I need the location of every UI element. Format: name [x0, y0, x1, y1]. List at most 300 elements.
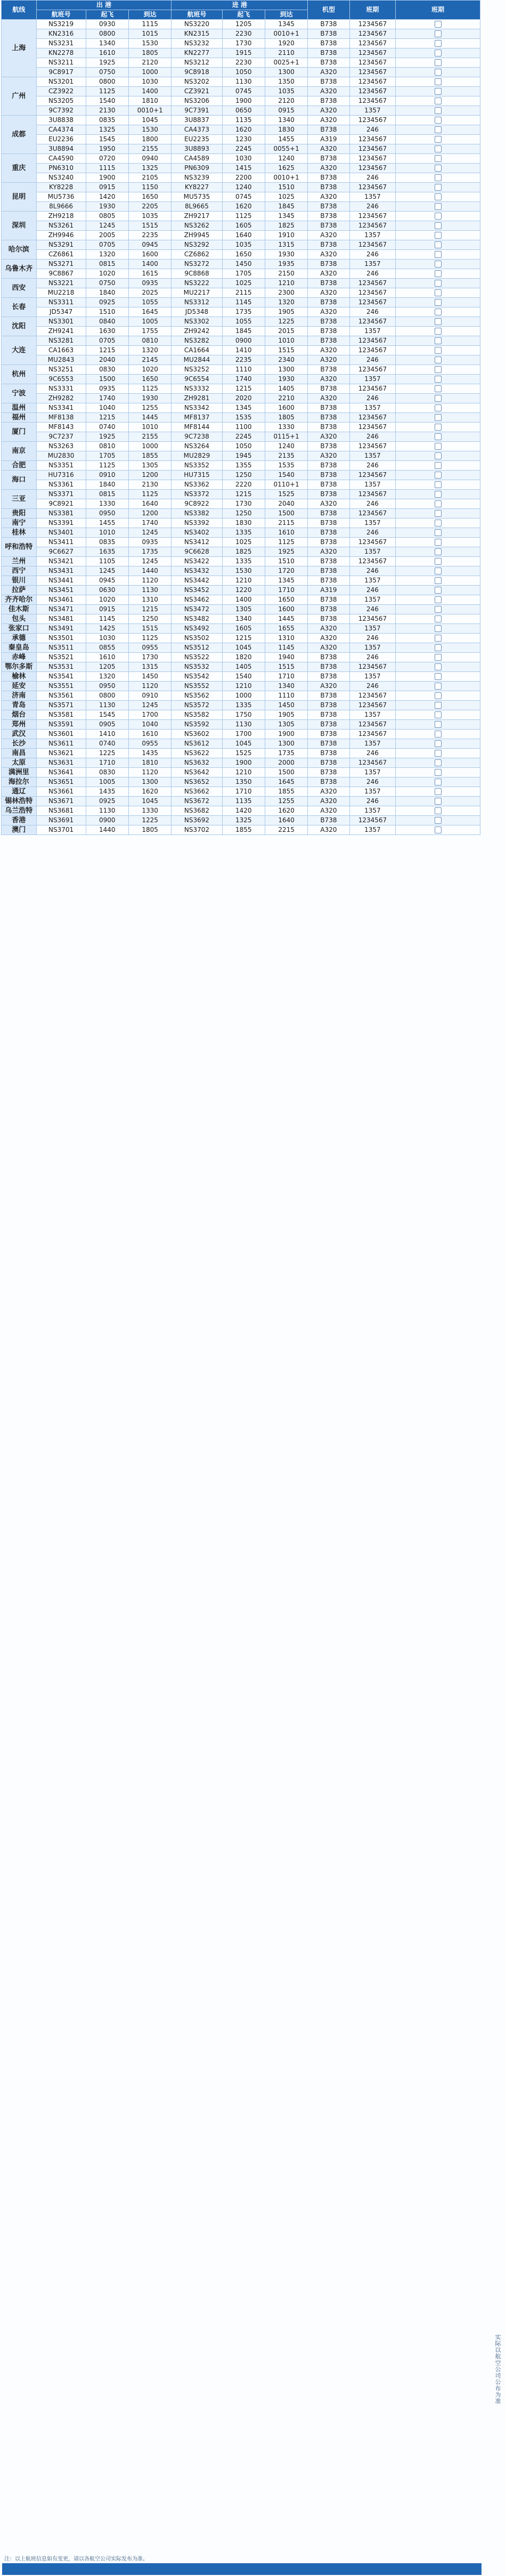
out-flight-no: NS3591 — [36, 720, 86, 730]
in-depart: 1130 — [222, 720, 265, 730]
out-depart: 0815 — [86, 490, 128, 499]
in-arrive: 1900 — [265, 730, 307, 739]
checkbox-icon — [435, 587, 442, 594]
aircraft-type: B738 — [308, 202, 349, 212]
in-flight-no: NS3342 — [172, 403, 222, 413]
route-city: 呼和浩特 — [2, 538, 37, 557]
in-flight-no: NS3652 — [172, 777, 222, 787]
schedule-days: 1234567 — [349, 758, 396, 768]
out-depart: 1740 — [86, 394, 128, 403]
days-cell — [396, 317, 480, 327]
out-arrive: 1310 — [129, 595, 172, 605]
checkbox-icon — [435, 500, 442, 507]
schedule-days: 1234567 — [349, 240, 396, 250]
aircraft-type: B738 — [308, 595, 349, 605]
out-depart: 1020 — [86, 269, 128, 279]
in-flight-no: CZ3921 — [172, 87, 222, 96]
checkbox-icon — [435, 548, 442, 555]
in-depart: 2230 — [222, 29, 265, 39]
checkbox-icon — [435, 203, 442, 210]
checkbox-icon — [435, 98, 442, 104]
in-flight-no: NS3562 — [172, 691, 222, 701]
out-arrive: 0940 — [129, 154, 172, 164]
aircraft-type: B738 — [308, 557, 349, 566]
header-inbound: 进 港 — [172, 1, 308, 10]
schedule-days: 1234567 — [349, 144, 396, 154]
in-flight-no: MU2829 — [172, 451, 222, 461]
in-arrive: 1300 — [265, 68, 307, 77]
checkbox-icon — [435, 711, 442, 718]
in-arrive: 1525 — [265, 490, 307, 499]
route-city: 赤峰 — [2, 653, 37, 662]
route-city: 香港 — [2, 816, 37, 825]
in-flight-no: NS3692 — [172, 816, 222, 825]
out-depart: 1105 — [86, 557, 128, 566]
out-arrive: 1245 — [129, 701, 172, 710]
table-row — [2, 787, 480, 797]
out-flight-no: MF8143 — [36, 423, 86, 432]
aircraft-type: B738 — [308, 336, 349, 346]
aircraft-type: B738 — [308, 566, 349, 576]
in-depart: 1830 — [222, 519, 265, 528]
days-cell — [396, 768, 480, 777]
in-flight-no: NS3532 — [172, 662, 222, 672]
checkbox-icon — [435, 366, 442, 373]
out-arrive: 1250 — [129, 614, 172, 624]
table-row — [2, 432, 480, 442]
aircraft-type: A320 — [308, 87, 349, 96]
out-depart: 0915 — [86, 183, 128, 192]
aircraft-type: B738 — [308, 461, 349, 471]
table-row — [2, 499, 480, 509]
checkbox-icon — [435, 827, 442, 833]
out-depart: 0810 — [86, 442, 128, 451]
out-depart: 1215 — [86, 413, 128, 423]
route-city: 成都 — [2, 116, 37, 154]
in-depart: 1855 — [222, 825, 265, 835]
in-depart: 1740 — [222, 375, 265, 384]
schedule-days: 1357 — [349, 672, 396, 682]
route-city: 南京 — [2, 442, 37, 461]
out-depart: 0705 — [86, 240, 128, 250]
out-depart: 1030 — [86, 634, 128, 643]
out-flight-no: NS3371 — [36, 490, 86, 499]
schedule-days: 1234567 — [349, 135, 396, 144]
checkbox-icon — [435, 69, 442, 76]
aircraft-type: A320 — [308, 144, 349, 154]
in-flight-no: NS3522 — [172, 653, 222, 662]
out-depart: 1020 — [86, 595, 128, 605]
route-city: 乌鲁木齐 — [2, 260, 37, 279]
checkbox-icon — [435, 779, 442, 785]
out-arrive: 1200 — [129, 509, 172, 519]
in-depart: 1420 — [222, 806, 265, 816]
in-arrive: 1500 — [265, 768, 307, 777]
out-arrive: 1440 — [129, 566, 172, 576]
route-city: 哈尔滨 — [2, 240, 37, 260]
aircraft-type: B738 — [308, 490, 349, 499]
out-flight-no: NS3681 — [36, 806, 86, 816]
in-arrive: 1925 — [265, 547, 307, 557]
aircraft-type: B738 — [308, 212, 349, 221]
out-arrive: 1755 — [129, 327, 172, 336]
checkbox-icon — [435, 328, 442, 335]
days-cell — [396, 634, 480, 643]
route-city: 齐齐哈尔 — [2, 595, 37, 605]
in-arrive: 1110 — [265, 691, 307, 701]
out-flight-no: NS3601 — [36, 730, 86, 739]
in-flight-no: NS3232 — [172, 39, 222, 48]
schedule-days: 1234567 — [349, 154, 396, 164]
days-cell — [396, 106, 480, 116]
aircraft-type: B738 — [308, 173, 349, 183]
days-cell — [396, 288, 480, 298]
in-arrive: 1300 — [265, 739, 307, 749]
in-depart: 1750 — [222, 710, 265, 720]
schedule-days: 246 — [349, 797, 396, 806]
out-arrive: 1515 — [129, 221, 172, 231]
out-flight-no: NS3481 — [36, 614, 86, 624]
route-city: 银川 — [2, 576, 37, 586]
route-city: 福州 — [2, 413, 37, 423]
aircraft-type: B738 — [308, 710, 349, 720]
out-depart: 1040 — [86, 403, 128, 413]
out-arrive: 1320 — [129, 346, 172, 355]
table-row — [2, 355, 480, 365]
aircraft-type: B738 — [308, 29, 349, 39]
in-flight-no: NS3252 — [172, 365, 222, 375]
checkbox-icon — [435, 309, 442, 315]
checkbox-icon — [435, 289, 442, 296]
in-arrive: 1035 — [265, 87, 307, 96]
out-flight-no: CZ3922 — [36, 87, 86, 96]
in-depart: 1415 — [222, 164, 265, 173]
in-depart: 1125 — [222, 212, 265, 221]
route-city: 兰州 — [2, 557, 37, 566]
checkbox-icon — [435, 299, 442, 306]
route-city: 张家口 — [2, 624, 37, 634]
out-flight-no: MU2218 — [36, 288, 86, 298]
header-flight-no: 航班号 — [36, 10, 86, 20]
aircraft-type: B738 — [308, 384, 349, 394]
out-depart: 1630 — [86, 327, 128, 336]
in-arrive: 1540 — [265, 471, 307, 480]
days-cell — [396, 720, 480, 730]
in-arrive: 0055+1 — [265, 144, 307, 154]
days-cell — [396, 192, 480, 202]
in-arrive: 1535 — [265, 461, 307, 471]
table-row — [2, 183, 480, 192]
out-depart: 1320 — [86, 672, 128, 682]
out-flight-no: 9C6553 — [36, 375, 86, 384]
in-depart: 1110 — [222, 365, 265, 375]
out-depart: 0830 — [86, 768, 128, 777]
schedule-days: 1357 — [349, 375, 396, 384]
in-flight-no: NS3632 — [172, 758, 222, 768]
schedule-days: 1357 — [349, 643, 396, 653]
days-cell — [396, 173, 480, 183]
days-cell — [396, 672, 480, 682]
checkbox-icon — [435, 251, 442, 258]
in-arrive: 1315 — [265, 240, 307, 250]
out-depart: 2130 — [86, 106, 128, 116]
in-arrive: 1830 — [265, 125, 307, 135]
out-arrive: 0910 — [129, 691, 172, 701]
route-city: 大连 — [2, 336, 37, 365]
days-cell — [396, 519, 480, 528]
table-row — [2, 192, 480, 202]
table-row — [2, 279, 480, 288]
in-depart: 2245 — [222, 432, 265, 442]
in-depart: 1035 — [222, 240, 265, 250]
schedule-days: 246 — [349, 461, 396, 471]
out-flight-no: NS3471 — [36, 605, 86, 614]
in-flight-no: NS3402 — [172, 528, 222, 538]
checkbox-icon — [435, 452, 442, 459]
route-city: 郑州 — [2, 720, 37, 730]
in-arrive: 1125 — [265, 538, 307, 547]
schedule-days: 1357 — [349, 710, 396, 720]
in-arrive: 1310 — [265, 634, 307, 643]
out-arrive: 1245 — [129, 528, 172, 538]
route-city: 合肥 — [2, 461, 37, 471]
table-row — [2, 384, 480, 394]
checkbox-icon — [435, 769, 442, 776]
out-flight-no: NS3511 — [36, 643, 86, 653]
out-arrive: 1150 — [129, 183, 172, 192]
days-cell — [396, 20, 480, 29]
out-flight-no: 9C6627 — [36, 547, 86, 557]
out-flight-no: HU7316 — [36, 471, 86, 480]
out-arrive: 1805 — [129, 825, 172, 835]
checkbox-icon — [435, 222, 442, 229]
in-depart: 1605 — [222, 221, 265, 231]
schedule-days: 1234567 — [349, 471, 396, 480]
schedule-days: 1234567 — [349, 221, 396, 231]
aircraft-type: B738 — [308, 739, 349, 749]
checkbox-icon — [435, 270, 442, 277]
out-flight-no: NS3441 — [36, 576, 86, 586]
route-city: 广州 — [2, 77, 37, 116]
schedule-days: 1234567 — [349, 614, 396, 624]
route-city: 锡林浩特 — [2, 797, 37, 806]
out-arrive: 1315 — [129, 662, 172, 672]
out-depart: 1340 — [86, 39, 128, 48]
schedule-days: 1234567 — [349, 68, 396, 77]
schedule-days: 1234567 — [349, 279, 396, 288]
days-cell — [396, 797, 480, 806]
in-flight-no: NS3512 — [172, 643, 222, 653]
out-arrive: 1000 — [129, 68, 172, 77]
days-cell — [396, 250, 480, 260]
out-arrive: 1015 — [129, 29, 172, 39]
in-flight-no: NS3272 — [172, 260, 222, 269]
route-city: 重庆 — [2, 154, 37, 183]
table-row — [2, 480, 480, 490]
checkbox-icon — [435, 193, 442, 200]
checkbox-icon — [435, 107, 442, 114]
in-arrive: 1300 — [265, 365, 307, 375]
table-row — [2, 365, 480, 375]
out-flight-no: NS3301 — [36, 317, 86, 327]
route-city: 西安 — [2, 279, 37, 298]
in-flight-no: MU5735 — [172, 192, 222, 202]
in-arrive: 1330 — [265, 423, 307, 432]
out-depart: 0910 — [86, 471, 128, 480]
in-arrive: 1720 — [265, 566, 307, 576]
out-flight-no: MU5736 — [36, 192, 86, 202]
header-period: 班期 — [349, 1, 396, 20]
days-cell — [396, 183, 480, 192]
out-depart: 1925 — [86, 432, 128, 442]
days-cell — [396, 96, 480, 106]
out-flight-no: NS3261 — [36, 221, 86, 231]
in-depart: 1355 — [222, 461, 265, 471]
out-arrive: 1115 — [129, 20, 172, 29]
in-depart: 1215 — [222, 384, 265, 394]
in-flight-no: NS3362 — [172, 480, 222, 490]
checkbox-icon — [435, 155, 442, 162]
table-row — [2, 557, 480, 566]
in-arrive: 1710 — [265, 586, 307, 595]
in-flight-no: CZ6862 — [172, 250, 222, 260]
out-depart: 0800 — [86, 77, 128, 87]
in-arrive: 2135 — [265, 451, 307, 461]
aircraft-type: A320 — [308, 231, 349, 240]
checkbox-icon — [435, 472, 442, 479]
table-row — [2, 634, 480, 643]
in-arrive: 1240 — [265, 154, 307, 164]
schedule-days: 1234567 — [349, 662, 396, 672]
days-cell — [396, 260, 480, 269]
table-row — [2, 288, 480, 298]
aircraft-type: A320 — [308, 797, 349, 806]
aircraft-type: B738 — [308, 672, 349, 682]
route-city: 延安 — [2, 682, 37, 691]
checkbox-icon — [435, 232, 442, 239]
table-row — [2, 20, 480, 29]
days-cell — [396, 528, 480, 538]
checkbox-icon — [435, 462, 442, 469]
table-row — [2, 701, 480, 710]
in-arrive: 1345 — [265, 20, 307, 29]
table-row — [2, 336, 480, 346]
out-flight-no: MF8138 — [36, 413, 86, 423]
in-arrive: 1825 — [265, 221, 307, 231]
table-row — [2, 164, 480, 173]
route-city: 深圳 — [2, 212, 37, 240]
route-city: 澳门 — [2, 825, 37, 835]
in-arrive: 1600 — [265, 605, 307, 614]
out-arrive: 1200 — [129, 471, 172, 480]
out-depart: 1545 — [86, 135, 128, 144]
in-depart: 1305 — [222, 605, 265, 614]
checkbox-icon — [435, 568, 442, 574]
out-depart: 1925 — [86, 58, 128, 68]
schedule-days: 1234567 — [349, 490, 396, 499]
days-cell — [396, 384, 480, 394]
table-row — [2, 116, 480, 125]
in-flight-no: NS3572 — [172, 701, 222, 710]
out-arrive: 1805 — [129, 48, 172, 58]
table-row — [2, 221, 480, 231]
checkbox-icon — [435, 491, 442, 498]
schedule-days: 246 — [349, 307, 396, 317]
in-depart: 1045 — [222, 643, 265, 653]
in-depart: 1535 — [222, 413, 265, 423]
days-cell — [396, 710, 480, 720]
in-depart: 1215 — [222, 634, 265, 643]
out-flight-no: NS3219 — [36, 20, 86, 29]
route-city: 鄂尔多斯 — [2, 662, 37, 672]
in-depart: 1405 — [222, 662, 265, 672]
out-arrive: 1000 — [129, 442, 172, 451]
out-depart: 0800 — [86, 29, 128, 39]
in-arrive: 0010+1 — [265, 29, 307, 39]
table-row — [2, 595, 480, 605]
days-cell — [396, 691, 480, 701]
checkbox-icon — [435, 385, 442, 392]
in-arrive: 1710 — [265, 672, 307, 682]
in-depart: 2235 — [222, 355, 265, 365]
checkbox-icon — [435, 740, 442, 747]
out-depart: 0800 — [86, 691, 128, 701]
checkbox-icon — [435, 721, 442, 728]
out-arrive: 1120 — [129, 768, 172, 777]
out-arrive: 1400 — [129, 260, 172, 269]
schedule-days: 1234567 — [349, 384, 396, 394]
out-arrive: 1005 — [129, 317, 172, 327]
schedule-days: 1357 — [349, 231, 396, 240]
out-flight-no: 3U8838 — [36, 116, 86, 125]
table-row — [2, 730, 480, 739]
route-city: 承德 — [2, 634, 37, 643]
in-depart: 1250 — [222, 509, 265, 519]
in-depart: 1350 — [222, 777, 265, 787]
in-depart: 1640 — [222, 231, 265, 240]
aircraft-type: B738 — [308, 720, 349, 730]
days-cell — [396, 595, 480, 605]
table-row — [2, 806, 480, 816]
aircraft-type: A320 — [308, 164, 349, 173]
schedule-days: 1234567 — [349, 183, 396, 192]
checkbox-icon — [435, 692, 442, 699]
aircraft-type: A320 — [308, 547, 349, 557]
aircraft-type: B738 — [308, 298, 349, 307]
out-arrive: 2205 — [129, 202, 172, 212]
route-city: 拉萨 — [2, 586, 37, 595]
checkbox-icon — [435, 30, 442, 37]
in-arrive: 1240 — [265, 442, 307, 451]
aircraft-type: A320 — [308, 787, 349, 797]
days-cell — [396, 336, 480, 346]
schedule-days: 1357 — [349, 547, 396, 557]
table-row — [2, 68, 480, 77]
in-depart: 1945 — [222, 451, 265, 461]
aircraft-type: A320 — [308, 643, 349, 653]
days-cell — [396, 480, 480, 490]
out-flight-no: KN2278 — [36, 48, 86, 58]
in-arrive: 1910 — [265, 231, 307, 240]
out-flight-no: NS3641 — [36, 768, 86, 777]
checkbox-icon — [435, 213, 442, 220]
in-flight-no: NS3222 — [172, 279, 222, 288]
schedule-days: 1234567 — [349, 423, 396, 432]
header-arrive: 到达 — [129, 10, 172, 20]
days-cell — [396, 662, 480, 672]
out-arrive: 1855 — [129, 451, 172, 461]
out-flight-no: 8L9666 — [36, 202, 86, 212]
